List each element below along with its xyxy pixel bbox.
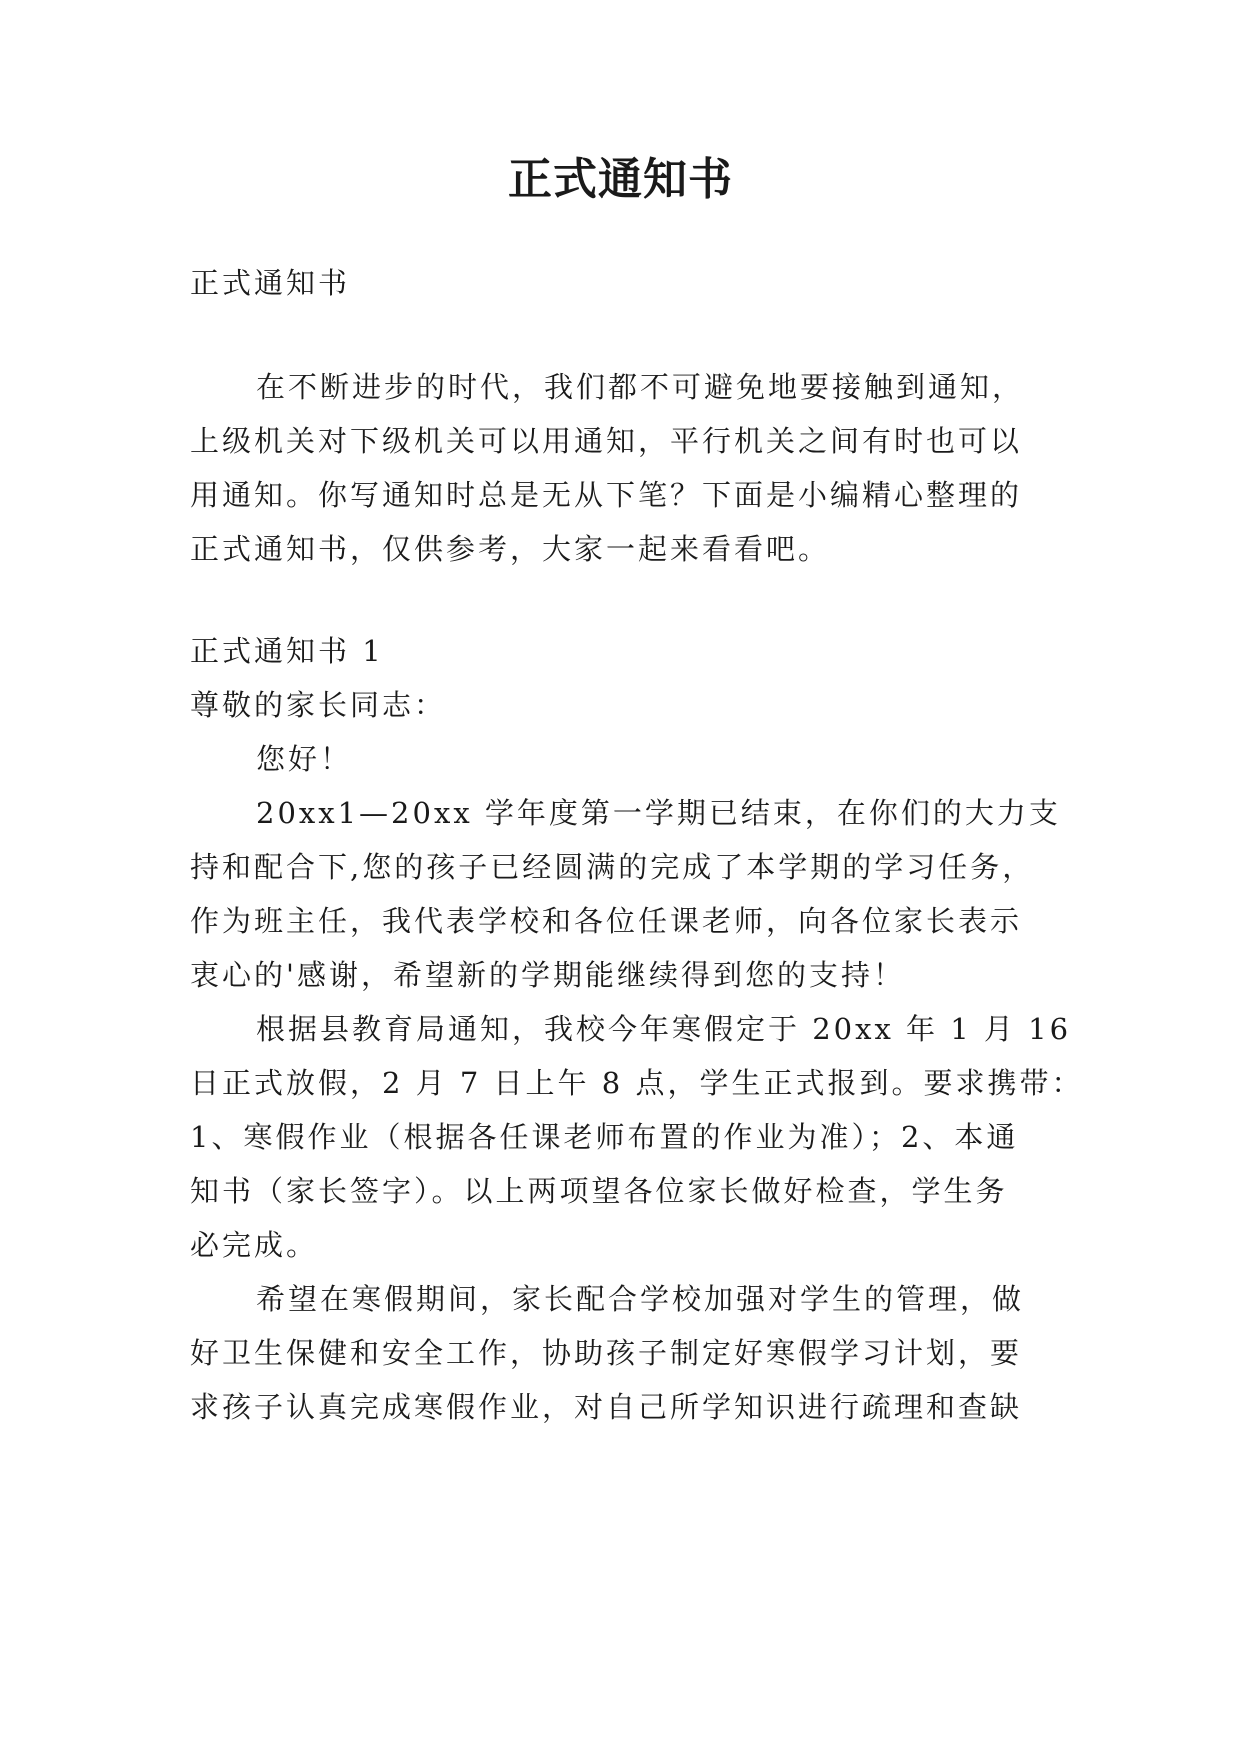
greeting: 您好！: [256, 742, 353, 776]
intro-line-1: 在不断进步的时代，我们都不可避免地要接触到通知，: [256, 370, 1025, 404]
paragraph1-line-2: 持和配合下,您的孩子已经圆满的完成了本学期的学习任务，: [190, 850, 1035, 884]
paragraph2-line-1: 根据县教育局通知，我校今年寒假定于 20xx 年 1 月 16: [256, 1012, 1072, 1046]
document-title: 正式通知书: [508, 154, 733, 205]
paragraph3-line-2: 好卫生保健和安全工作，协助孩子制定好寒假学习计划，要: [190, 1336, 1023, 1370]
paragraph1-line-1: 20xx1—20xx 学年度第一学期已结束，在你们的大力支: [256, 796, 1061, 830]
paragraph3-line-1: 希望在寒假期间，家长配合学校加强对学生的管理，做: [256, 1282, 1025, 1316]
paragraph2-line-4: 知书（家长签字）。以上两项望各位家长做好检查，学生务: [190, 1174, 1008, 1208]
paragraph2-line-5: 必完成。: [190, 1228, 319, 1262]
paragraph1-line-4: 衷心的'感谢，希望新的学期能继续得到您的支持！: [190, 958, 905, 992]
intro-line-4: 正式通知书，仅供参考，大家一起来看看吧。: [190, 532, 831, 566]
document-subtitle: 正式通知书: [190, 266, 351, 300]
paragraph1-line-3: 作为班主任，我代表学校和各位任课老师，向各位家长表示: [190, 904, 1023, 938]
paragraph2-line-3: 1、寒假作业（根据各任课老师布置的作业为准）；2、本通: [190, 1120, 1019, 1154]
paragraph3-line-3: 求孩子认真完成寒假作业，对自己所学知识进行疏理和查缺: [190, 1390, 1023, 1424]
paragraph2-line-2: 日正式放假，2 月 7 日上午 8 点，学生正式报到。要求携带：: [190, 1066, 1084, 1100]
intro-line-3: 用通知。你写通知时总是无从下笔？下面是小编精心整理的: [190, 478, 1023, 512]
section-heading: 正式通知书 1: [190, 634, 384, 668]
intro-line-2: 上级机关对下级机关可以用通知，平行机关之间有时也可以: [190, 424, 1023, 458]
salutation: 尊敬的家长同志：: [190, 688, 447, 722]
